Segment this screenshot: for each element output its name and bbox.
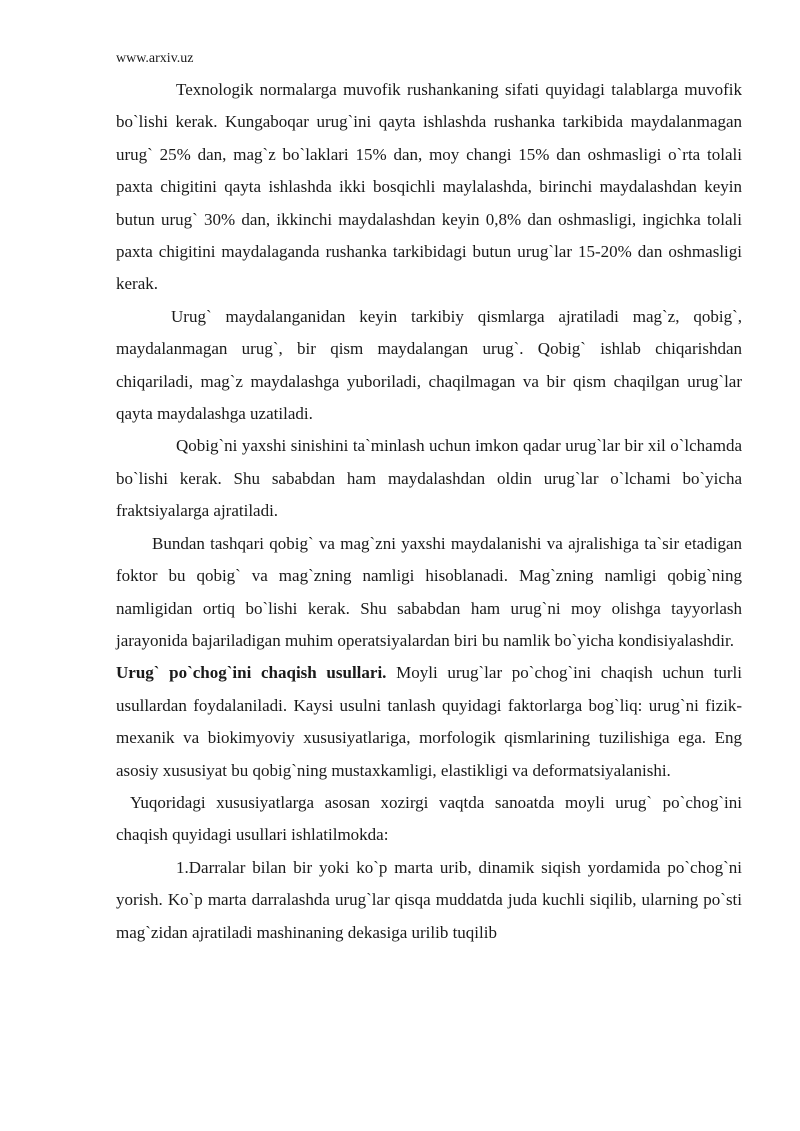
paragraph-fractionation: Qobig`ni yaxshi sinishini ta`minlash uchun imkon qadar urug`lar bir xil o`lchamda bo`lishi kerak. Shu sababdan ham maydalashdan oldin urug`lar o`lchami bo`yicha fraktsiyalarga ajratiladi.: [116, 436, 742, 521]
section-heading: Urug` po`chog`ini chaqish usullari.: [116, 663, 387, 683]
document-body: [116, 74, 742, 949]
site-url: www.arxiv.uz: [116, 51, 194, 66]
paragraph-moisture: Bundan tashqari qobig` va mag`zni yaxshi maydalanishi va ajralishiga ta`sir etadigan foktor bu qobig` va mag`zning namligi hisoblanadi. Mag`zning namligi qobig`ning namligidan ortiq bo`lishi kerak. Shu sababdan ham urug`ni moy olishga tayyorlash jarayonida bajariladigan muhim operatsiyalardan biri bu namlik bo`yicha kondisiyalashdir.: [116, 533, 742, 650]
paragraph-method-1: 1.Darralar bilan bir yoki ko`p marta urib, dinamik siqish yordamida po`chog`ni yorish. Ko`p marta darralashda urug`lar qisqa muddatda juda kuchli siqilib, ularning po`sti mag`zidan ajratiladi mashinaning dekasiga urilib tuqilib: [116, 857, 742, 942]
paragraph-hulling-methods-text: Moyli urug`lar po`chog`ini chaqish uchun turli usullardan foydalaniladi. Kaysi usulni tanlash quyidagi faktorlarga bog`liq: urug`ni fizik-mexanik va biokimyoviy xususiyatlariga, morfologik qismlarining tuzilishiga ega. Eng asosiy xususiyat bu qobig`ning mustaxkamligi, elastikligi va deformatsiyalanishi.: [116, 663, 742, 780]
paragraph-seed-separation: Urug` maydalanganidan keyin tarkibiy qismlarga ajratiladi mag`z, qobig`, maydalanmagan urug`, bir qism maydalangan urug`. Qobig` ishlab chiqarishdan chiqariladi, mag`z maydalashga yuboriladi, chaqilmagan va bir qism chaqilgan urug`lar qayta maydalashga uzatiladi.: [116, 306, 742, 424]
paragraph-hulling-methods: [116, 657, 742, 787]
paragraph-quality-requirements: Texnologik normalarga muvofik rushankaning sifati quyidagi talablarga muvofik bo`lishi kerak. Kungaboqar urug`ini qayta ishlashda rushanka tarkibida maydalanmagan urug` 25% dan, mag`z bo`laklari 15% dan, moy changi 15% dan oshmasligi o`rta tolali paxta chigitini qayta ishlashda ikki bosqichli maylalashda, birinchi maydalashdan keyin butun urug` 30% dan, ikkinchi maydalashdan keyin 0,8% dan oshmasligi, ingichka tolali paxta chigitini maydalaganda rushanka tarkibidagi butun urug`lar 15-20% dan oshmasligi kerak.: [116, 80, 742, 294]
paragraph-methods-intro: Yuqoridagi xususiyatlarga asosan xozirgi vaqtda sanoatda moyli urug` po`chog`ini chaqish quyidagi usullari ishlatilmokda:: [116, 792, 742, 845]
